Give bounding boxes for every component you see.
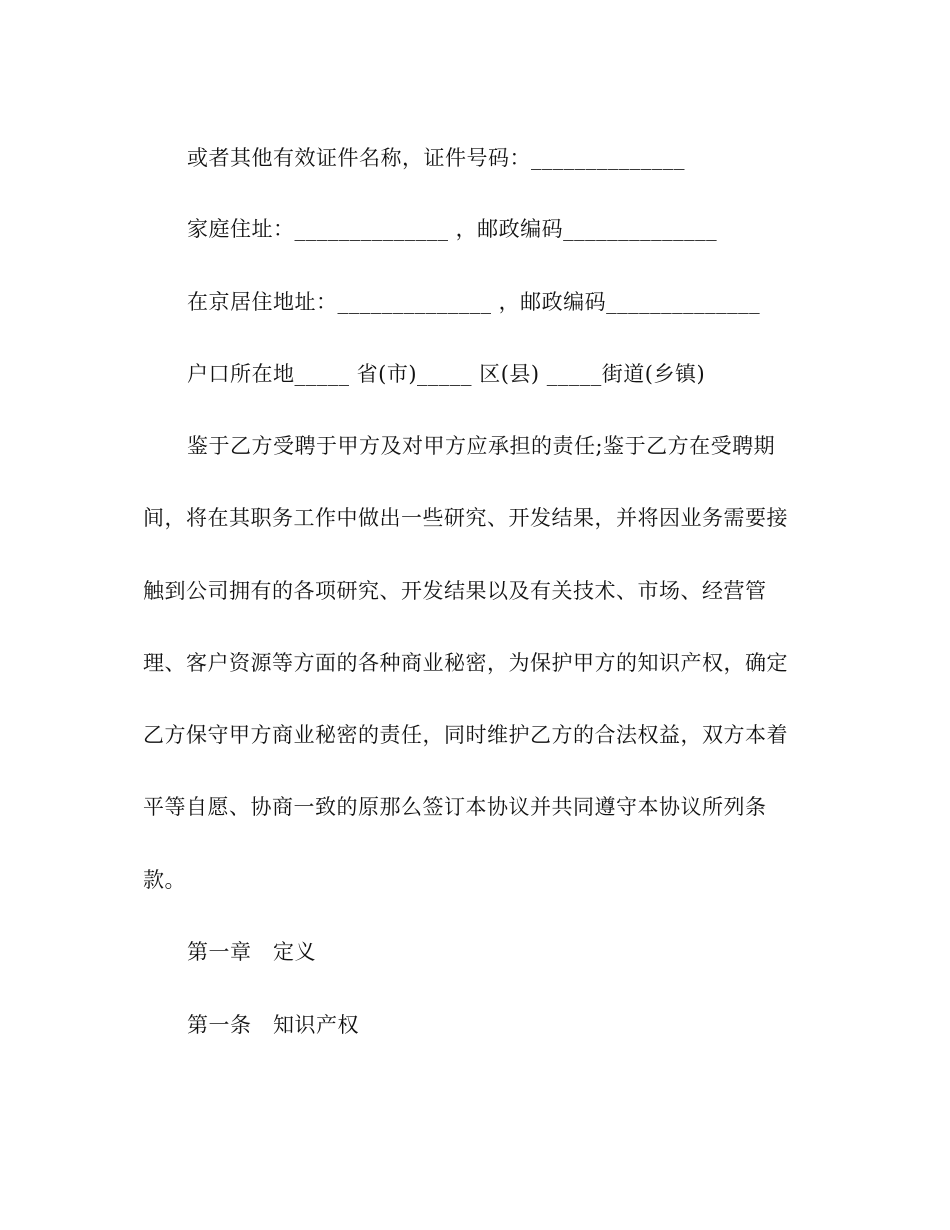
article-heading: 第一条 知识产权 bbox=[187, 1013, 359, 1037]
household-registration-line: 户口所在地_____ 省(市)_____ 区(县) _____街道(乡镇) bbox=[187, 362, 706, 386]
beijing-address-line: 在京居住地址：______________ ，邮政编码______________ bbox=[187, 290, 761, 314]
recital-paragraph-line-4: 理、客户资源等方面的各种商业秘密，为保护甲方的知识产权，确定 bbox=[143, 651, 788, 675]
recital-paragraph-line-1: 鉴于乙方受聘于甲方及对甲方应承担的责任;鉴于乙方在受聘期 bbox=[187, 434, 776, 458]
recital-paragraph-line-7: 款。 bbox=[143, 868, 186, 892]
id-document-line: 或者其他有效证件名称，证件号码：______________ bbox=[187, 146, 685, 170]
recital-paragraph-line-6: 平等自愿、协商一致的原那么签订本协议并共同遵守本协议所列条 bbox=[143, 795, 767, 819]
recital-paragraph-line-5: 乙方保守甲方商业秘密的责任，同时维护乙方的合法权益，双方本着 bbox=[143, 723, 788, 747]
home-address-line: 家庭住址：______________ ，邮政编码______________ bbox=[187, 217, 718, 241]
recital-paragraph-line-3: 触到公司拥有的各项研究、开发结果以及有关技术、市场、经营管 bbox=[143, 579, 767, 603]
chapter-heading: 第一章 定义 bbox=[187, 940, 316, 964]
recital-paragraph-line-2: 间，将在其职务工作中做出一些研究、开发结果，并将因业务需要接 bbox=[143, 506, 788, 530]
